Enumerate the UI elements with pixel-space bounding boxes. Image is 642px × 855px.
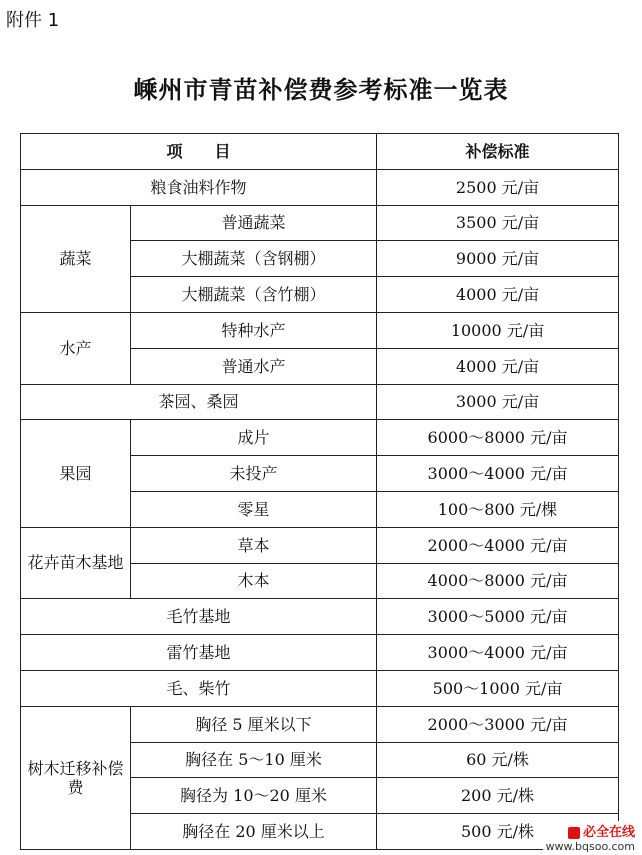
standard-cell: 3000～4000 元/亩 bbox=[377, 635, 619, 671]
table-row bbox=[21, 420, 619, 456]
annex-label: 附件 1 bbox=[6, 10, 60, 31]
item-cell: 零星 bbox=[131, 491, 377, 527]
standard-cell: 500 元/株 bbox=[377, 814, 619, 850]
item-cell: 大棚蔬菜（含钢棚） bbox=[131, 241, 377, 277]
standard-cell: 2000～4000 元/亩 bbox=[377, 527, 619, 563]
item-cell: 毛竹基地 bbox=[21, 599, 377, 635]
item-cell: 胸径为 10～20 厘米 bbox=[131, 778, 377, 814]
standard-cell: 4000 元/亩 bbox=[377, 277, 619, 313]
table-row bbox=[21, 312, 619, 348]
item-cell: 粮食油料作物 bbox=[21, 169, 377, 205]
standard-cell: 9000 元/亩 bbox=[377, 241, 619, 277]
table-row bbox=[21, 706, 619, 742]
watermark-url: www.bqsoo.com bbox=[545, 840, 635, 853]
item-cell: 特种水产 bbox=[131, 312, 377, 348]
item-cell: 木本 bbox=[131, 563, 377, 599]
standard-cell: 500～1000 元/亩 bbox=[377, 670, 619, 706]
table-row bbox=[21, 169, 619, 205]
item-cell: 毛、柴竹 bbox=[21, 670, 377, 706]
table-row bbox=[21, 205, 619, 241]
standard-cell: 2000～3000 元/亩 bbox=[377, 706, 619, 742]
item-cell: 普通水产 bbox=[131, 348, 377, 384]
standard-cell: 100～800 元/棵 bbox=[377, 491, 619, 527]
standard-cell: 6000～8000 元/亩 bbox=[377, 420, 619, 456]
item-cell: 胸径在 5～10 厘米 bbox=[131, 742, 377, 778]
item-cell: 普通蔬菜 bbox=[131, 205, 377, 241]
header-standard: 补偿标准 bbox=[377, 134, 619, 170]
item-cell: 茶园、桑园 bbox=[21, 384, 377, 420]
table-row bbox=[21, 384, 619, 420]
group-cell: 花卉苗木基地 bbox=[21, 527, 131, 599]
standard-cell: 3000 元/亩 bbox=[377, 384, 619, 420]
group-cell: 树木迁移补偿费 bbox=[21, 706, 131, 849]
item-cell: 未投产 bbox=[131, 456, 377, 492]
standard-cell: 3500 元/亩 bbox=[377, 205, 619, 241]
item-cell: 成片 bbox=[131, 420, 377, 456]
item-cell: 草本 bbox=[131, 527, 377, 563]
document-title: 嵊州市青苗补偿费参考标准一览表 bbox=[133, 75, 509, 104]
item-cell: 胸径在 20 厘米以上 bbox=[131, 814, 377, 850]
watermark-brand bbox=[546, 821, 635, 840]
group-cell: 蔬菜 bbox=[21, 205, 131, 312]
table-row bbox=[21, 599, 619, 635]
standard-cell: 4000 元/亩 bbox=[377, 348, 619, 384]
standard-cell: 60 元/株 bbox=[377, 742, 619, 778]
standard-cell: 3000～4000 元/亩 bbox=[377, 456, 619, 492]
standard-cell: 200 元/株 bbox=[377, 778, 619, 814]
standard-cell: 10000 元/亩 bbox=[377, 312, 619, 348]
item-cell: 胸径 5 厘米以下 bbox=[131, 706, 377, 742]
group-cell: 水产 bbox=[21, 312, 131, 384]
standard-cell: 3000～5000 元/亩 bbox=[377, 599, 619, 635]
table-row bbox=[21, 635, 619, 671]
watermark-line1: 必全在线 bbox=[582, 825, 635, 840]
watermark bbox=[543, 821, 638, 853]
compensation-table bbox=[20, 133, 619, 850]
table-row bbox=[21, 527, 619, 563]
standard-cell: 2500 元/亩 bbox=[377, 169, 619, 205]
table-header-row bbox=[21, 134, 619, 170]
standard-cell: 4000～8000 元/亩 bbox=[377, 563, 619, 599]
item-cell: 大棚蔬菜（含竹棚） bbox=[131, 277, 377, 313]
item-cell: 雷竹基地 bbox=[21, 635, 377, 671]
header-item: 项 目 bbox=[21, 134, 377, 170]
group-cell: 果园 bbox=[21, 420, 131, 527]
table-row bbox=[21, 670, 619, 706]
brand-logo-icon bbox=[568, 827, 580, 839]
